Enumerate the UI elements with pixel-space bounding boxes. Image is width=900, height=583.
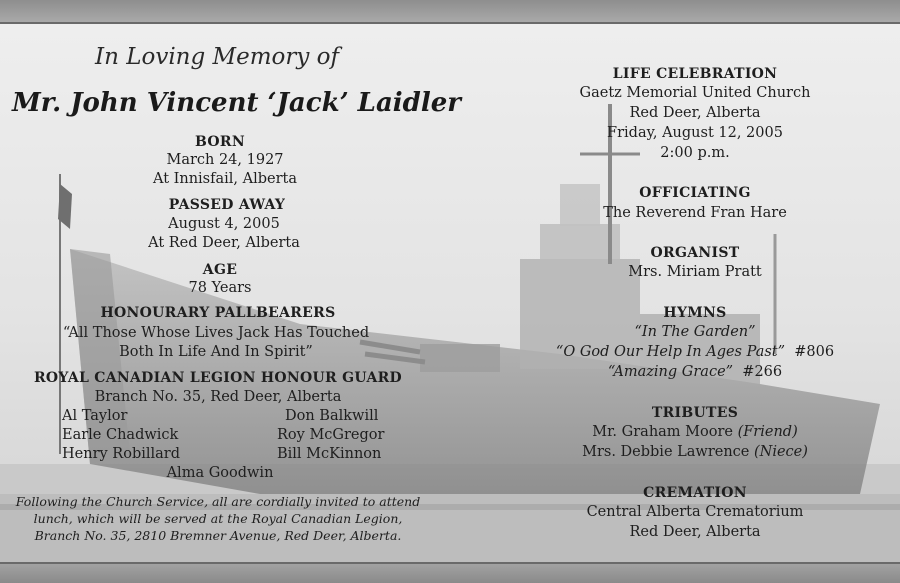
guard-name: Bill McKinnon <box>277 446 382 462</box>
hymn-item <box>556 344 834 360</box>
reception-note-line-1: Following the Church Service, all are cordially invited to attend <box>15 494 421 509</box>
reception-note-line-3: Branch No. 35, 2810 Bremner Avenue, Red Deer, Alberta. <box>34 528 402 543</box>
hymn-number: #806 <box>794 344 835 360</box>
celebration-time: 2:00 p.m. <box>660 145 730 161</box>
pallbearers-line-2: Both In Life And In Spirit” <box>119 344 313 360</box>
honour-guard-branch: Branch No. 35, Red Deer, Alberta <box>94 389 342 405</box>
tribute-relation: (Friend) <box>737 424 798 440</box>
passed-away-label: PASSED AWAY <box>168 197 286 213</box>
organist-value: Mrs. Miriam Pratt <box>628 264 762 280</box>
tribute-name: Mr. Graham Moore <box>592 424 733 440</box>
passed-place: At Red Deer, Alberta <box>148 235 300 251</box>
guard-name: Henry Robillard <box>62 446 180 462</box>
guard-name: Roy McGregor <box>277 427 385 443</box>
deceased-name: Mr. John Vincent ‘Jack’ Laidler <box>12 88 461 118</box>
cremation-label: CREMATION <box>643 485 747 501</box>
tribute-item <box>582 444 808 460</box>
reception-note-line-2: lunch, which will be served at the Royal Canadian Legion, <box>33 511 403 526</box>
guard-name: Alma Goodwin <box>166 465 274 481</box>
crematorium-city: Red Deer, Alberta <box>629 524 761 540</box>
guard-name: Earle Chadwick <box>62 427 179 443</box>
tribute-item <box>592 424 798 440</box>
born-label: BORN <box>195 134 245 150</box>
hymn-title: “O God Our Help In Ages Past” <box>555 344 786 360</box>
guard-name: Don Balkwill <box>285 408 379 424</box>
passed-date: August 4, 2005 <box>168 216 280 232</box>
celebration-date: Friday, August 12, 2005 <box>607 125 783 141</box>
life-celebration-label: LIFE CELEBRATION <box>612 66 778 82</box>
organist-label: ORGANIST <box>650 245 740 261</box>
born-date: March 24, 1927 <box>166 152 284 168</box>
age-label: AGE <box>202 262 238 278</box>
age-value: 78 Years <box>188 280 252 296</box>
in-loving-memory-heading: In Loving Memory of <box>95 44 340 70</box>
officiating-label: OFFICIATING <box>639 185 751 201</box>
celebration-city: Red Deer, Alberta <box>629 105 761 121</box>
hymns-label: HYMNS <box>663 305 727 321</box>
hymn-title: “Amazing Grace” <box>607 364 734 380</box>
bottom-border-band <box>0 562 900 583</box>
hymn-item <box>608 364 782 380</box>
pallbearers-label: HONOURARY PALLBEARERS <box>100 305 336 321</box>
tribute-name: Mrs. Debbie Lawrence <box>582 444 750 460</box>
crematorium-name: Central Alberta Crematorium <box>586 504 804 520</box>
pallbearers-line-1: “All Those Whose Lives Jack Has Touched <box>62 325 370 341</box>
born-place: At Innisfail, Alberta <box>152 171 298 187</box>
top-border-band <box>0 0 900 24</box>
tribute-relation: (Niece) <box>753 444 808 460</box>
celebration-venue: Gaetz Memorial United Church <box>579 85 811 101</box>
hymn-number: #266 <box>742 364 783 380</box>
hymn-item <box>634 324 755 340</box>
hymn-title: “In The Garden” <box>634 324 756 340</box>
honour-guard-label: ROYAL CANADIAN LEGION HONOUR GUARD <box>34 370 402 386</box>
memorial-card <box>0 24 900 562</box>
tributes-label: TRIBUTES <box>651 405 739 421</box>
guard-name: Al Taylor <box>62 408 128 424</box>
officiating-value: The Reverend Fran Hare <box>603 205 787 221</box>
